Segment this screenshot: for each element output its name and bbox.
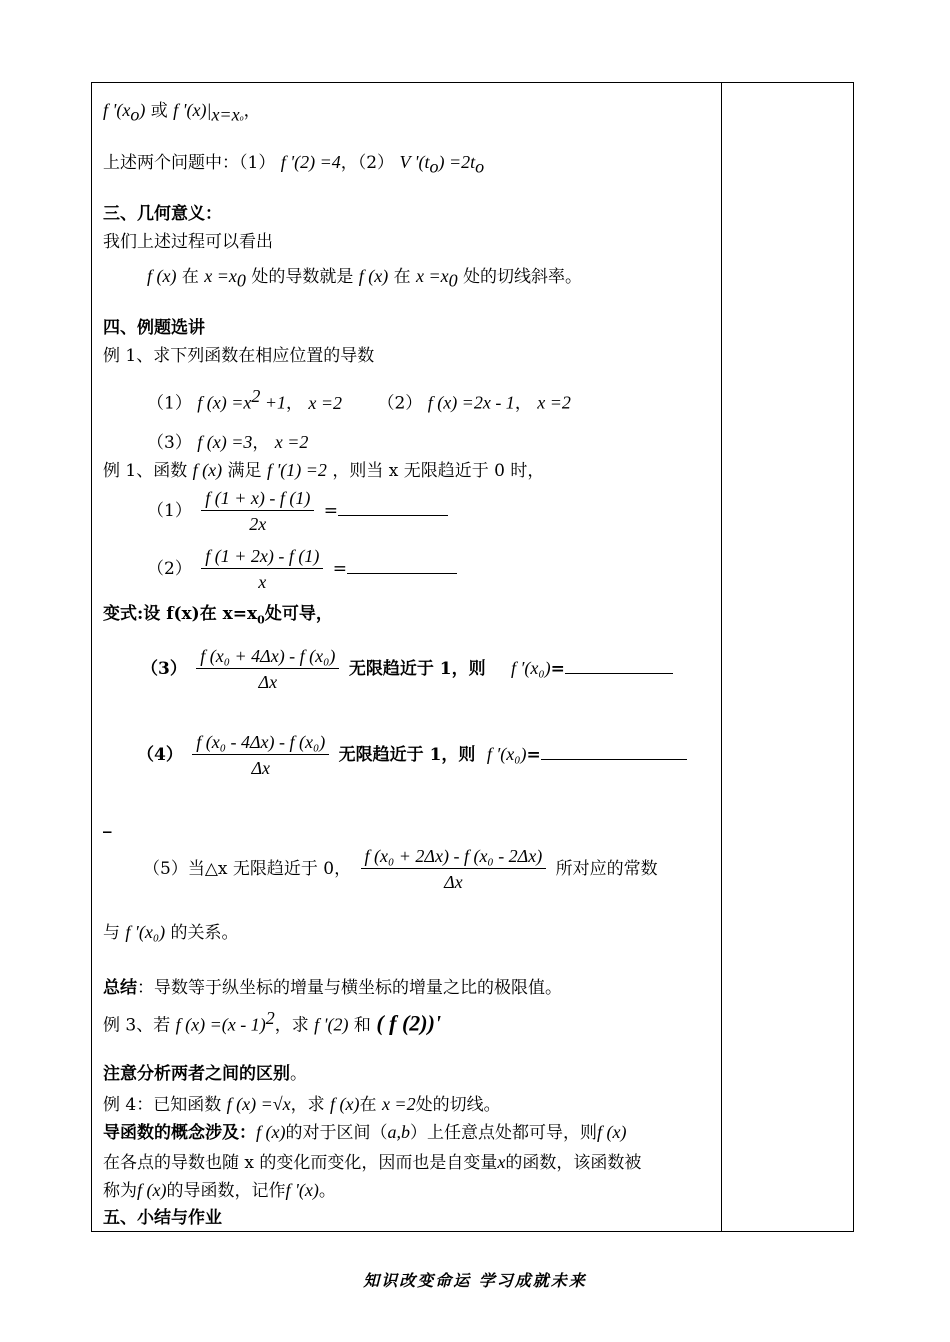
summary-line: 总结：导数等于纵坐标的增量与横坐标的增量之比的极限值。: [103, 978, 562, 998]
variant-heading: 变式:设 f(x)在 $x=x_0$处可导，: [103, 604, 333, 627]
limit-question-2: （2） $\frac{f (1 + 2x) - f (1)}{x}$ =: [147, 544, 457, 595]
fraction: $\frac{f (1 + 2x) - f (1)}{x}$: [201, 544, 323, 595]
fraction: $\frac{\text{f (x₀ - 4Δx) - f (x₀)}}{\Delta x}$: [192, 730, 329, 781]
geometry-intro: 我们上述过程可以看出: [103, 232, 273, 252]
derivative-notation-line: f '$(x_o)$ 或 f '$(x)|_{x=xo}$，: [103, 100, 261, 125]
two-problems-line: 上述两个问题中：（1） f '(2) =4，（2） V '$(t_o) =2t_o$: [103, 152, 485, 177]
variant-question-5: （5）当△x 无限趋近于 0， $\frac{\text{f (x₀ + 2Δx) - f (x₀ - 2Δx)}}{\Delta x}$ 所对应的常数: [143, 844, 658, 895]
section-3-heading: 三、几何意义：: [103, 204, 222, 224]
variant-question-4: （4） $\frac{\text{f (x₀ - 4Δx) - f (x₀)}}{\Delta x}$ 无限趋近于 1，则 f ′(x₀)=: [137, 730, 687, 781]
distinction-note: 注意分析两者之间的区别。: [103, 1064, 307, 1084]
section-5-heading: 五、小结与作业: [103, 1208, 222, 1228]
tangent-slope-line: f (x) 在 $x =x_0$ 处的导数就是 f (x) 在 $x =x_0$ 处的切线斜率。: [147, 266, 583, 291]
underscore-continuation: _: [103, 814, 112, 834]
derived-function-concept-line-1: 导函数的概念涉及：f (x)的对于区间（a,b）上任意点处都可导，则f (x): [103, 1122, 627, 1143]
variant-question-3: （3） $\frac{\text{f (x₀ + 4Δx) - f (x₀)}}{\Delta x}$ 无限趋近于 1，则 f ′(x₀)=: [141, 644, 673, 695]
answer-blank[interactable]: [565, 655, 673, 674]
example-1-title: 例 1、求下列函数在相应位置的导数: [103, 346, 375, 366]
derived-function-concept-line-3: 称为f (x)的导函数，记作f '(x)。: [103, 1180, 336, 1201]
example-3-line: 例 3、若 f (x) =(x - 1)$^2$，求 f '(2) 和 ( f (2))': [103, 1008, 442, 1036]
limit-example-intro: 例 1、函数 f (x) 满足 f '(1) =2 ，则当 x 无限趋近于 0 时，: [103, 460, 545, 481]
relation-line: 与 f ′(x₀) 的关系。: [103, 922, 239, 943]
derived-function-concept-line-2: 在各点的导数也随 x 的变化而变化，因而也是自变量x的函数，该函数被: [103, 1152, 642, 1173]
table-column-divider: [721, 82, 722, 1232]
example-4-line: 例 4：已知函数 f (x) =√x，求 f (x)在 x =2处的切线。: [103, 1094, 501, 1115]
example-1-part-3: （3） f (x) =3， x =2: [147, 432, 309, 453]
section-4-heading: 四、例题选讲: [103, 318, 205, 338]
page-footer: 知识改变命运 学习成就未来: [363, 1271, 587, 1290]
fraction: $\frac{\text{f (x₀ + 4Δx) - f (x₀)}}{\Delta x}$: [196, 644, 339, 695]
limit-question-1: （1） $\frac{f (1 + x) - f (1)}{2x}$ =: [147, 486, 448, 537]
answer-blank[interactable]: [347, 555, 457, 574]
example-1-parts-1-2: （1） f $(x) =x^2 +1$， x =2 （2） f (x) =2x - 1， x =2: [147, 386, 571, 414]
fraction: $\frac{\text{f (x₀ + 2Δx) - f (x₀ - 2Δx)}}{\Delta x}$: [361, 844, 547, 895]
answer-blank[interactable]: [541, 741, 687, 760]
answer-blank[interactable]: [338, 497, 448, 516]
fraction: $\frac{f (1 + x) - f (1)}{2x}$: [201, 486, 314, 537]
